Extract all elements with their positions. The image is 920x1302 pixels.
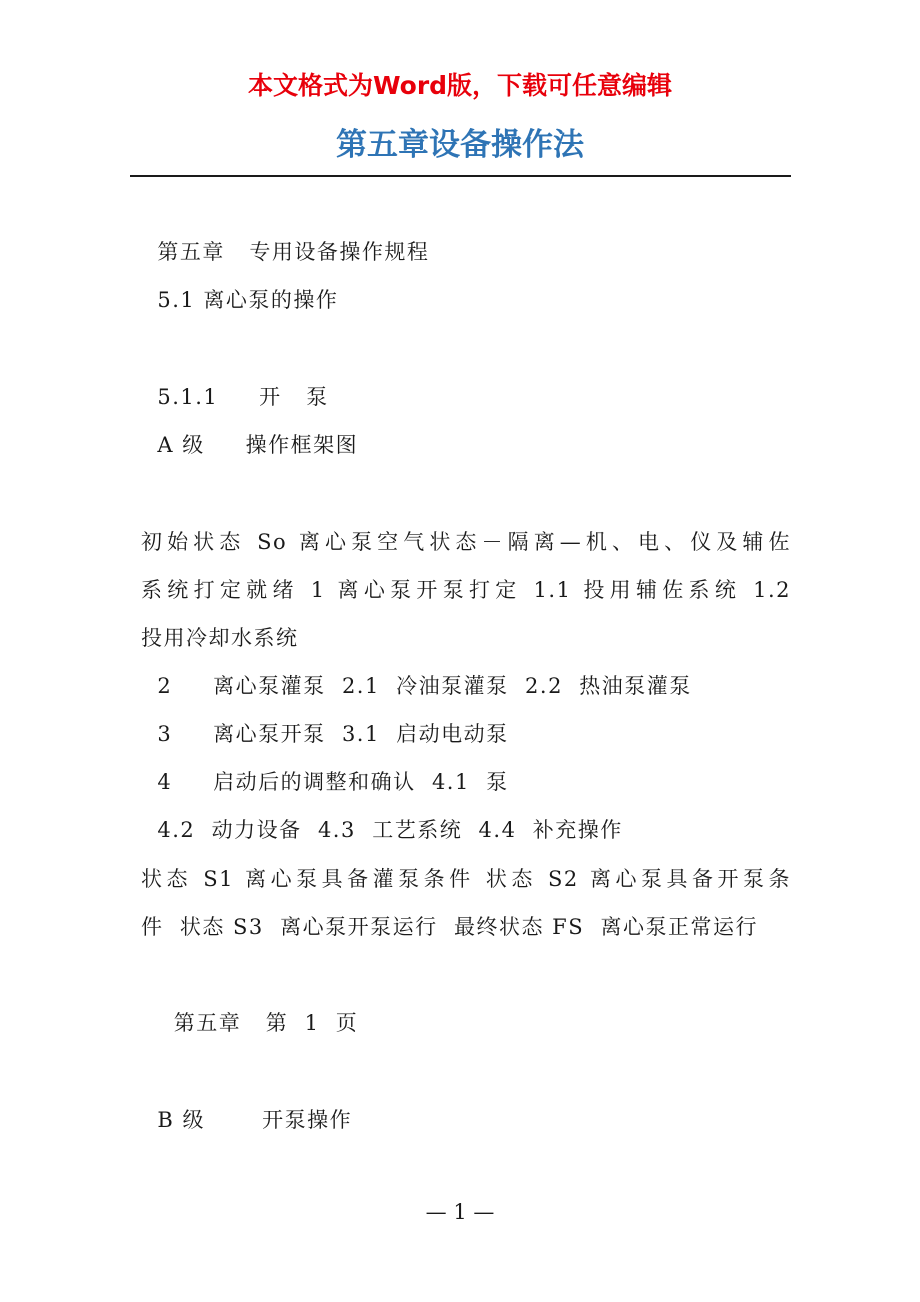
level-b-heading: B 级 开泵操作 [141, 1108, 353, 1132]
body-text-line: 初始状态 So 离心泵空气状态－隔离—机、电、仪及辅佐 [141, 530, 791, 554]
chapter-heading: 第五章 专用设备操作规程 [141, 240, 430, 264]
header-rule [130, 175, 791, 177]
section-heading: 5.1 离心泵的操作 [141, 288, 339, 312]
watermark-banner: 本文格式为Word版，下载可任意编辑 [247, 71, 673, 100]
body-text-line: 4.2 动力设备 4.3 工艺系统 4.4 补充操作 [141, 818, 623, 842]
subsection-heading: 5.1.1 开 泵 [141, 385, 329, 409]
body-text-line: 状态 S1 离心泵具备灌泵条件 状态 S2 离心泵具备开泵条 [141, 867, 791, 891]
body-text-line: 4 启动后的调整和确认 4.1 泵 [141, 770, 509, 794]
body-text-line: 系统打定就绪 1 离心泵开泵打定 1.1 投用辅佐系统 1.2 [141, 578, 791, 602]
body-text-line: 件 状态 S3 离心泵开泵运行 最终状态 FS 离心泵正常运行 [141, 915, 758, 939]
body-text-line: 3 离心泵开泵 3.1 启动电动泵 [141, 722, 509, 746]
inline-page-marker: 第五章 第 1 页 [141, 1011, 359, 1035]
body-text-line: 2 离心泵灌泵 2.1 冷油泵灌泵 2.2 热油泵灌泵 [141, 674, 692, 698]
document-title: 第五章设备操作法 [336, 127, 584, 163]
page-number: — 1 — [425, 1200, 495, 1224]
body-text-line: 投用冷却水系统 [141, 626, 299, 650]
level-a-heading: A 级 操作框架图 [141, 433, 359, 457]
